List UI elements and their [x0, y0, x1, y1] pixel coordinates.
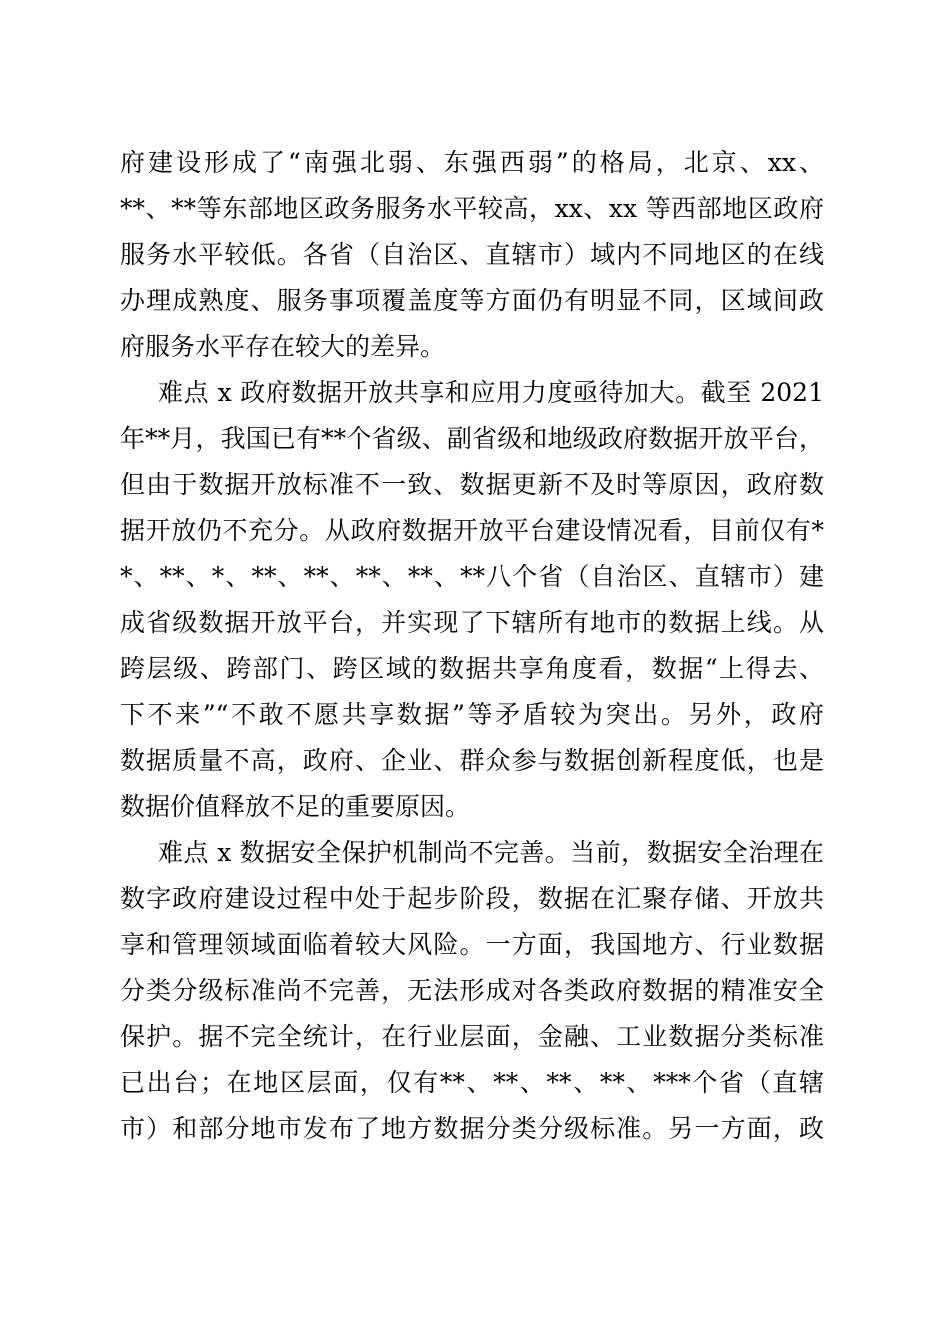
text-line: 办理成熟度、服务事项覆盖度等方面仍有明显不同，区域间政 — [120, 286, 824, 315]
text-line: 年**月，我国已有**个省级、副省级和地级政府数据开放平台， — [120, 424, 824, 453]
text-line: 难点 x 数据安全保护机制尚不完善。当前，数据安全治理在 — [158, 838, 824, 867]
text-line: 保护。据不完全统计，在行业层面，金融、工业数据分类标准 — [120, 1022, 824, 1051]
text-line: 数据质量不高，政府、企业、群众参与数据创新程度低，也是 — [120, 746, 824, 775]
text-line: 分类分级标准尚不完善，无法形成对各类政府数据的精准安全 — [120, 976, 824, 1005]
text-line: 难点 x 政府数据开放共享和应用力度亟待加大。截至 2021 — [158, 378, 824, 407]
text-line: 府建设形成了“南强北弱、东强西弱”的格局，北京、xx、 — [120, 148, 824, 177]
text-line: 府服务水平存在较大的差异。 — [120, 332, 446, 361]
text-line: 已出台；在地区层面，仅有**、**、**、**、***个省（直辖 — [120, 1068, 824, 1097]
text-line: 跨层级、跨部门、跨区域的数据共享角度看，数据“上得去、 — [120, 654, 824, 683]
text-line: *、**、*、**、**、**、**、**八个省（自治区、直辖市）建 — [120, 562, 824, 591]
text-line: 数据价值释放不足的重要原因。 — [120, 792, 471, 821]
text-line: **、**等东部地区政务服务水平较高，xx、xx 等西部地区政府 — [120, 194, 824, 223]
text-line: 市）和部分地市发布了地方数据分类分级标准。另一方面，政 — [120, 1114, 824, 1143]
text-line: 但由于数据开放标准不一致、数据更新不及时等原因，政府数 — [120, 470, 824, 499]
text-line: 下不来”“不敢不愿共享数据”等矛盾较为突出。另外，政府 — [120, 700, 824, 729]
text-line: 服务水平较低。各省（自治区、直辖市）域内不同地区的在线 — [120, 240, 824, 269]
text-line: 据开放仍不充分。从政府数据开放平台建设情况看，目前仅有* — [120, 516, 824, 545]
text-line: 成省级数据开放平台，并实现了下辖所有地市的数据上线。从 — [120, 608, 824, 637]
text-line: 享和管理领域面临着较大风险。一方面，我国地方、行业数据 — [120, 930, 824, 959]
text-line: 数字政府建设过程中处于起步阶段，数据在汇聚存储、开放共 — [120, 884, 824, 913]
